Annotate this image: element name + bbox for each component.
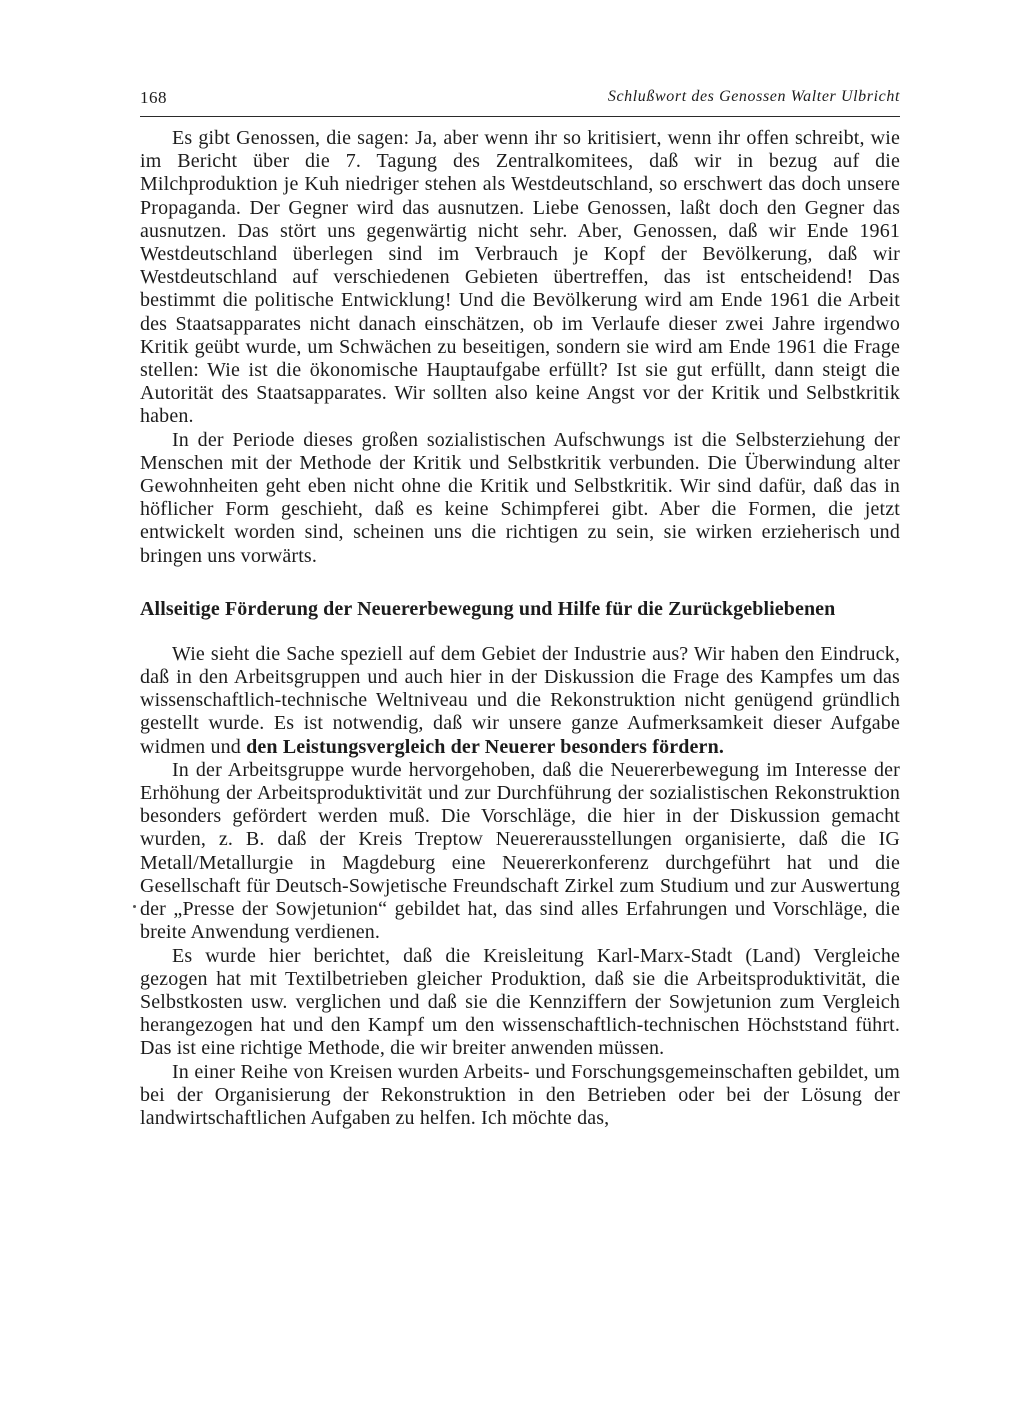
paragraph: Es gibt Genossen, die sagen: Ja, aber wenn ihr so kritisiert, wenn ihr offen schreibt, wie im Bericht über die 7. Tagung des Zentralkomitees, daß wir in bezug auf die Milchproduktion je Kuh niedriger stehen als Westdeutschland, so erschwert das doch unsere Propaganda. Der Gegner wird das ausnutzen. Liebe Genossen, laßt doch den Gegner das ausnutzen. Das stört uns gegenwärtig nicht sehr. Aber, Genossen, daß wir Ende 1961 Westdeutschland überlegen sind im Verbrauch je Kopf der Bevölkerung, daß wir Westdeutschland auf verschiedenen Gebieten übertreffen, das ist entscheidend! Das bestimmt die politische Entwicklung! Und die Bevölkerung wird am Ende 1961 die Arbeit des Staatsapparates nicht danach einschätzen, ob im Verlaufe dieser zwei Jahre irgendwo Kritik geübt wurde, um Schwächen zu beseitigen, sondern sie wird am Ende 1961 die Frage stellen: Wie ist die ökonomische Hauptaufgabe erfüllt? Ist sie gut erfüllt, dann steigt die Autorität des Staatsapparates. Wir sollten also keine Angst vor der Kritik und Selbstkritik haben. xyxy=(140,127,900,428)
paragraph xyxy=(140,643,900,759)
paragraph: In der Arbeitsgruppe wurde hervorgehoben, daß die Neuererbewegung im Interesse der Erhöhung der Arbeitsproduktivität und zur Durchführung der sozialistischen Rekonstruktion besonders gefördert werden muß. Die Vorschläge, die hier in der Diskussion gemacht wurden, z. B. daß der Kreis Treptow Neuererausstellungen organisierte, daß die IG Metall/Metallurgie in Magdeburg eine Neuererkonferenz durchgeführt hat und die Gesellschaft für Deutsch-Sowjetische Freundschaft Zirkel zum Studium und zur Auswertung der „Presse der Sowjetunion“ gebildet hat, das sind alles Erfahrungen und Vorschläge, die breite Anwendung verdienen. xyxy=(140,758,900,944)
paragraph: In einer Reihe von Kreisen wurden Arbeits- und Forschungsgemeinschaften gebildet, um bei der Organisierung der Rekonstruktion in den Betrieben oder bei der Lösung der landwirtschaftlichen Aufgaben zu helfen. Ich möchte das, xyxy=(140,1060,900,1129)
page-header xyxy=(140,82,900,117)
paragraph: Es wurde hier berichtet, daß die Kreisleitung Karl-Marx-Stadt (Land) Vergleiche gezogen hat mit Textilbetrieben gleicher Produktion, daß sie die Arbeitsproduktivität, die Selbstkosten usw. verglichen und daß sie die Kennziffern der Sowjetunion zum Vergleich herangezogen hat und den Kampf um den wissenschaftlich-technischen Höchststand führt. Das ist eine richtige Methode, die wir breiter anwenden müssen. xyxy=(140,944,900,1060)
paragraph-text: Wie sieht die Sache speziell auf dem Gebiet der Industrie aus? Wir haben den Eindruck, daß in den Arbeitsgruppen und auch hier in der Diskussion die Frage des Kampfes um das wissenschaftlich-technische Weltniveau und die Rekonstruktion nicht genügend gründlich gestellt wurde. Es ist notwendig, daß wir unsere ganze Aufmerksamkeit dieser Aufgabe widmen und xyxy=(140,642,900,758)
paragraph: In der Periode dieses großen sozialistischen Aufschwungs ist die Selbsterziehung der Menschen mit der Methode der Kritik und Selbstkritik verbunden. Die Überwindung alter Gewohnheiten geht eben nicht ohne die Kritik und Selbstkritik. Wir sind dafür, daß das in höflicher Form geschieht, daß es keine Schimpferei gibt. Aber die Formen, die jetzt entwickelt worden sind, scheinen uns die richtigen zu sein, sie wirken erzieherisch und bringen uns vorwärts. xyxy=(140,428,900,567)
emphasized-text: den Leistungsvergleich der Neuerer besonders fördern. xyxy=(246,735,725,758)
section-heading: Allseitige Förderung der Neuererbewegung und Hilfe für die Zurückgebliebenen xyxy=(140,597,836,620)
body-text xyxy=(140,127,900,1130)
running-title: Schlußwort des Genossen Walter Ulbricht xyxy=(607,88,900,105)
book-page xyxy=(140,82,900,1130)
page-number: 168 xyxy=(140,88,167,107)
print-speck xyxy=(133,905,136,908)
